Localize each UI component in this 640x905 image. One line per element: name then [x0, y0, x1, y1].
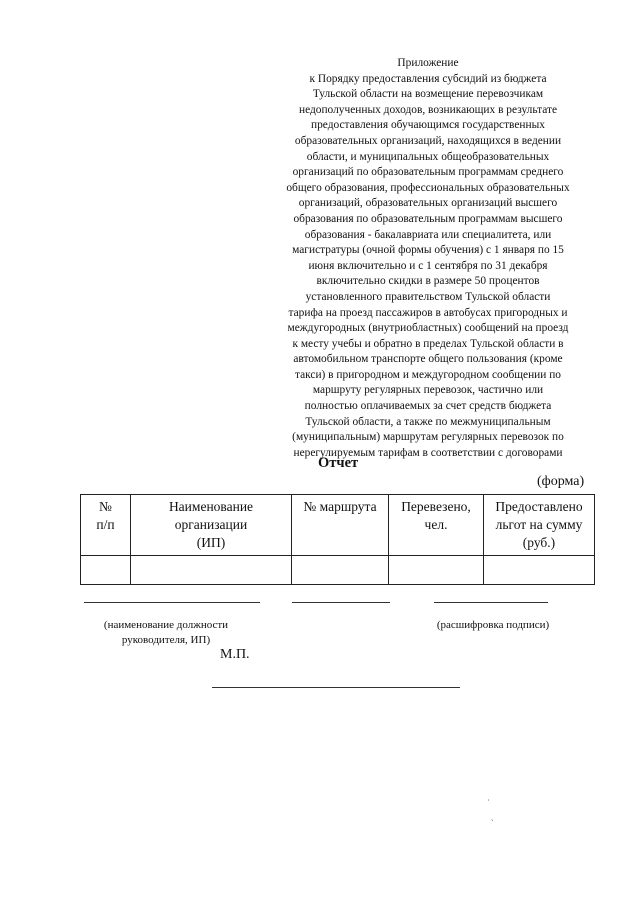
header-text: Наименование	[168, 499, 254, 514]
appendix-line: образования - бакалавриата или специалитета, или	[304, 228, 552, 241]
appendix-line: к Порядку предоставления субсидий из бюджета	[309, 72, 547, 85]
appendix-line: образования по образовательным программам высшего	[293, 212, 563, 225]
table-header-row	[81, 495, 595, 556]
appendix-line: автомобильном транспорте общего пользования (кроме	[293, 353, 563, 366]
appendix-line: междугородных (внутриобластных) сообщений на проезд	[287, 322, 569, 335]
header-text: льгот на сумму	[495, 517, 583, 532]
appendix-line: предоставления обучающимся государственных	[311, 119, 545, 132]
header-cell-organization	[131, 495, 292, 556]
header-text: №	[99, 499, 112, 514]
appendix-line: маршруту регулярных перевозок, частично или	[312, 384, 544, 397]
appendix-line: (муниципальным) маршрутам регулярных перевозок по	[292, 431, 564, 444]
caption-text: (наименование должности	[103, 619, 229, 631]
report-table	[80, 494, 595, 585]
header-text: (руб.)	[522, 535, 556, 550]
appendix-line: организаций по образовательным программам среднего	[292, 166, 564, 179]
appendix-line: к месту учебы и обратно в пределах Тульской области в	[292, 337, 564, 350]
appendix-line: включительно скидки в размере 50 процентов	[316, 275, 540, 288]
appendix-line: организаций, образовательных организаций высшего	[298, 197, 558, 210]
header-text: п/п	[96, 517, 115, 532]
appendix-line: Приложение	[397, 57, 459, 69]
appendix-line: июня включительно и с 1 сентября по 31 декабря	[308, 259, 548, 272]
table-cell	[131, 556, 292, 585]
appendix-line: образовательных организаций, находящихся в ведении	[294, 134, 562, 147]
caption-text: руководителя, ИП)	[121, 634, 211, 646]
appendix-line: такси) в пригородном и междугородном сообщении по	[294, 368, 562, 381]
appendix-line: Тульской области на возмещение перевозчикам	[312, 88, 544, 101]
stamp-placeholder: М.П.	[220, 647, 250, 662]
signature-line-signature	[292, 602, 390, 603]
appendix-block	[262, 56, 594, 461]
header-text: Предоставлено	[495, 499, 583, 514]
signature-line-position	[84, 602, 260, 603]
appendix-line: недополученных доходов, возникающих в результате	[298, 103, 558, 116]
appendix-line: общего образования, профессиональных образовательных	[286, 181, 570, 194]
decoding-caption: (расшифровка подписи)	[436, 619, 550, 631]
bottom-line	[212, 687, 460, 688]
signature-line-decoding	[434, 602, 548, 603]
scan-speck: ˎ	[491, 812, 494, 821]
appendix-line: области, и муниципальных общеобразовательных	[306, 150, 550, 163]
header-text: Перевезено,	[401, 499, 471, 514]
form-label: (форма)	[537, 474, 585, 489]
appendix-line: полностью оплачиваемых за счет средств бюджета	[304, 400, 552, 413]
scan-speck: ·	[487, 796, 490, 805]
header-cell-benefit-sum	[484, 495, 595, 556]
header-text: чел.	[424, 517, 448, 532]
table-row	[81, 556, 595, 585]
header-text: № маршрута	[303, 499, 377, 514]
header-text: (ИП)	[196, 535, 226, 550]
table-cell	[389, 556, 484, 585]
appendix-line: Тульской области, а также по межмуниципальным	[305, 415, 551, 428]
appendix-line: нерегулируемым тарифам в соответствии с договорами	[293, 446, 563, 459]
appendix-line: магистратуры (очной формы обучения) с 1 января по 15	[292, 244, 564, 257]
position-caption	[78, 618, 254, 648]
header-text: организации	[174, 517, 248, 532]
appendix-line: тарифа на проезд пассажиров в автобусах пригородных и	[288, 306, 568, 319]
report-title: Отчет	[318, 455, 359, 471]
table-cell	[484, 556, 595, 585]
appendix-line: установленного правительством Тульской области	[305, 290, 551, 303]
table-cell	[81, 556, 131, 585]
table-cell	[292, 556, 389, 585]
header-cell-number	[81, 495, 131, 556]
header-cell-route	[292, 495, 389, 556]
header-cell-transported	[389, 495, 484, 556]
